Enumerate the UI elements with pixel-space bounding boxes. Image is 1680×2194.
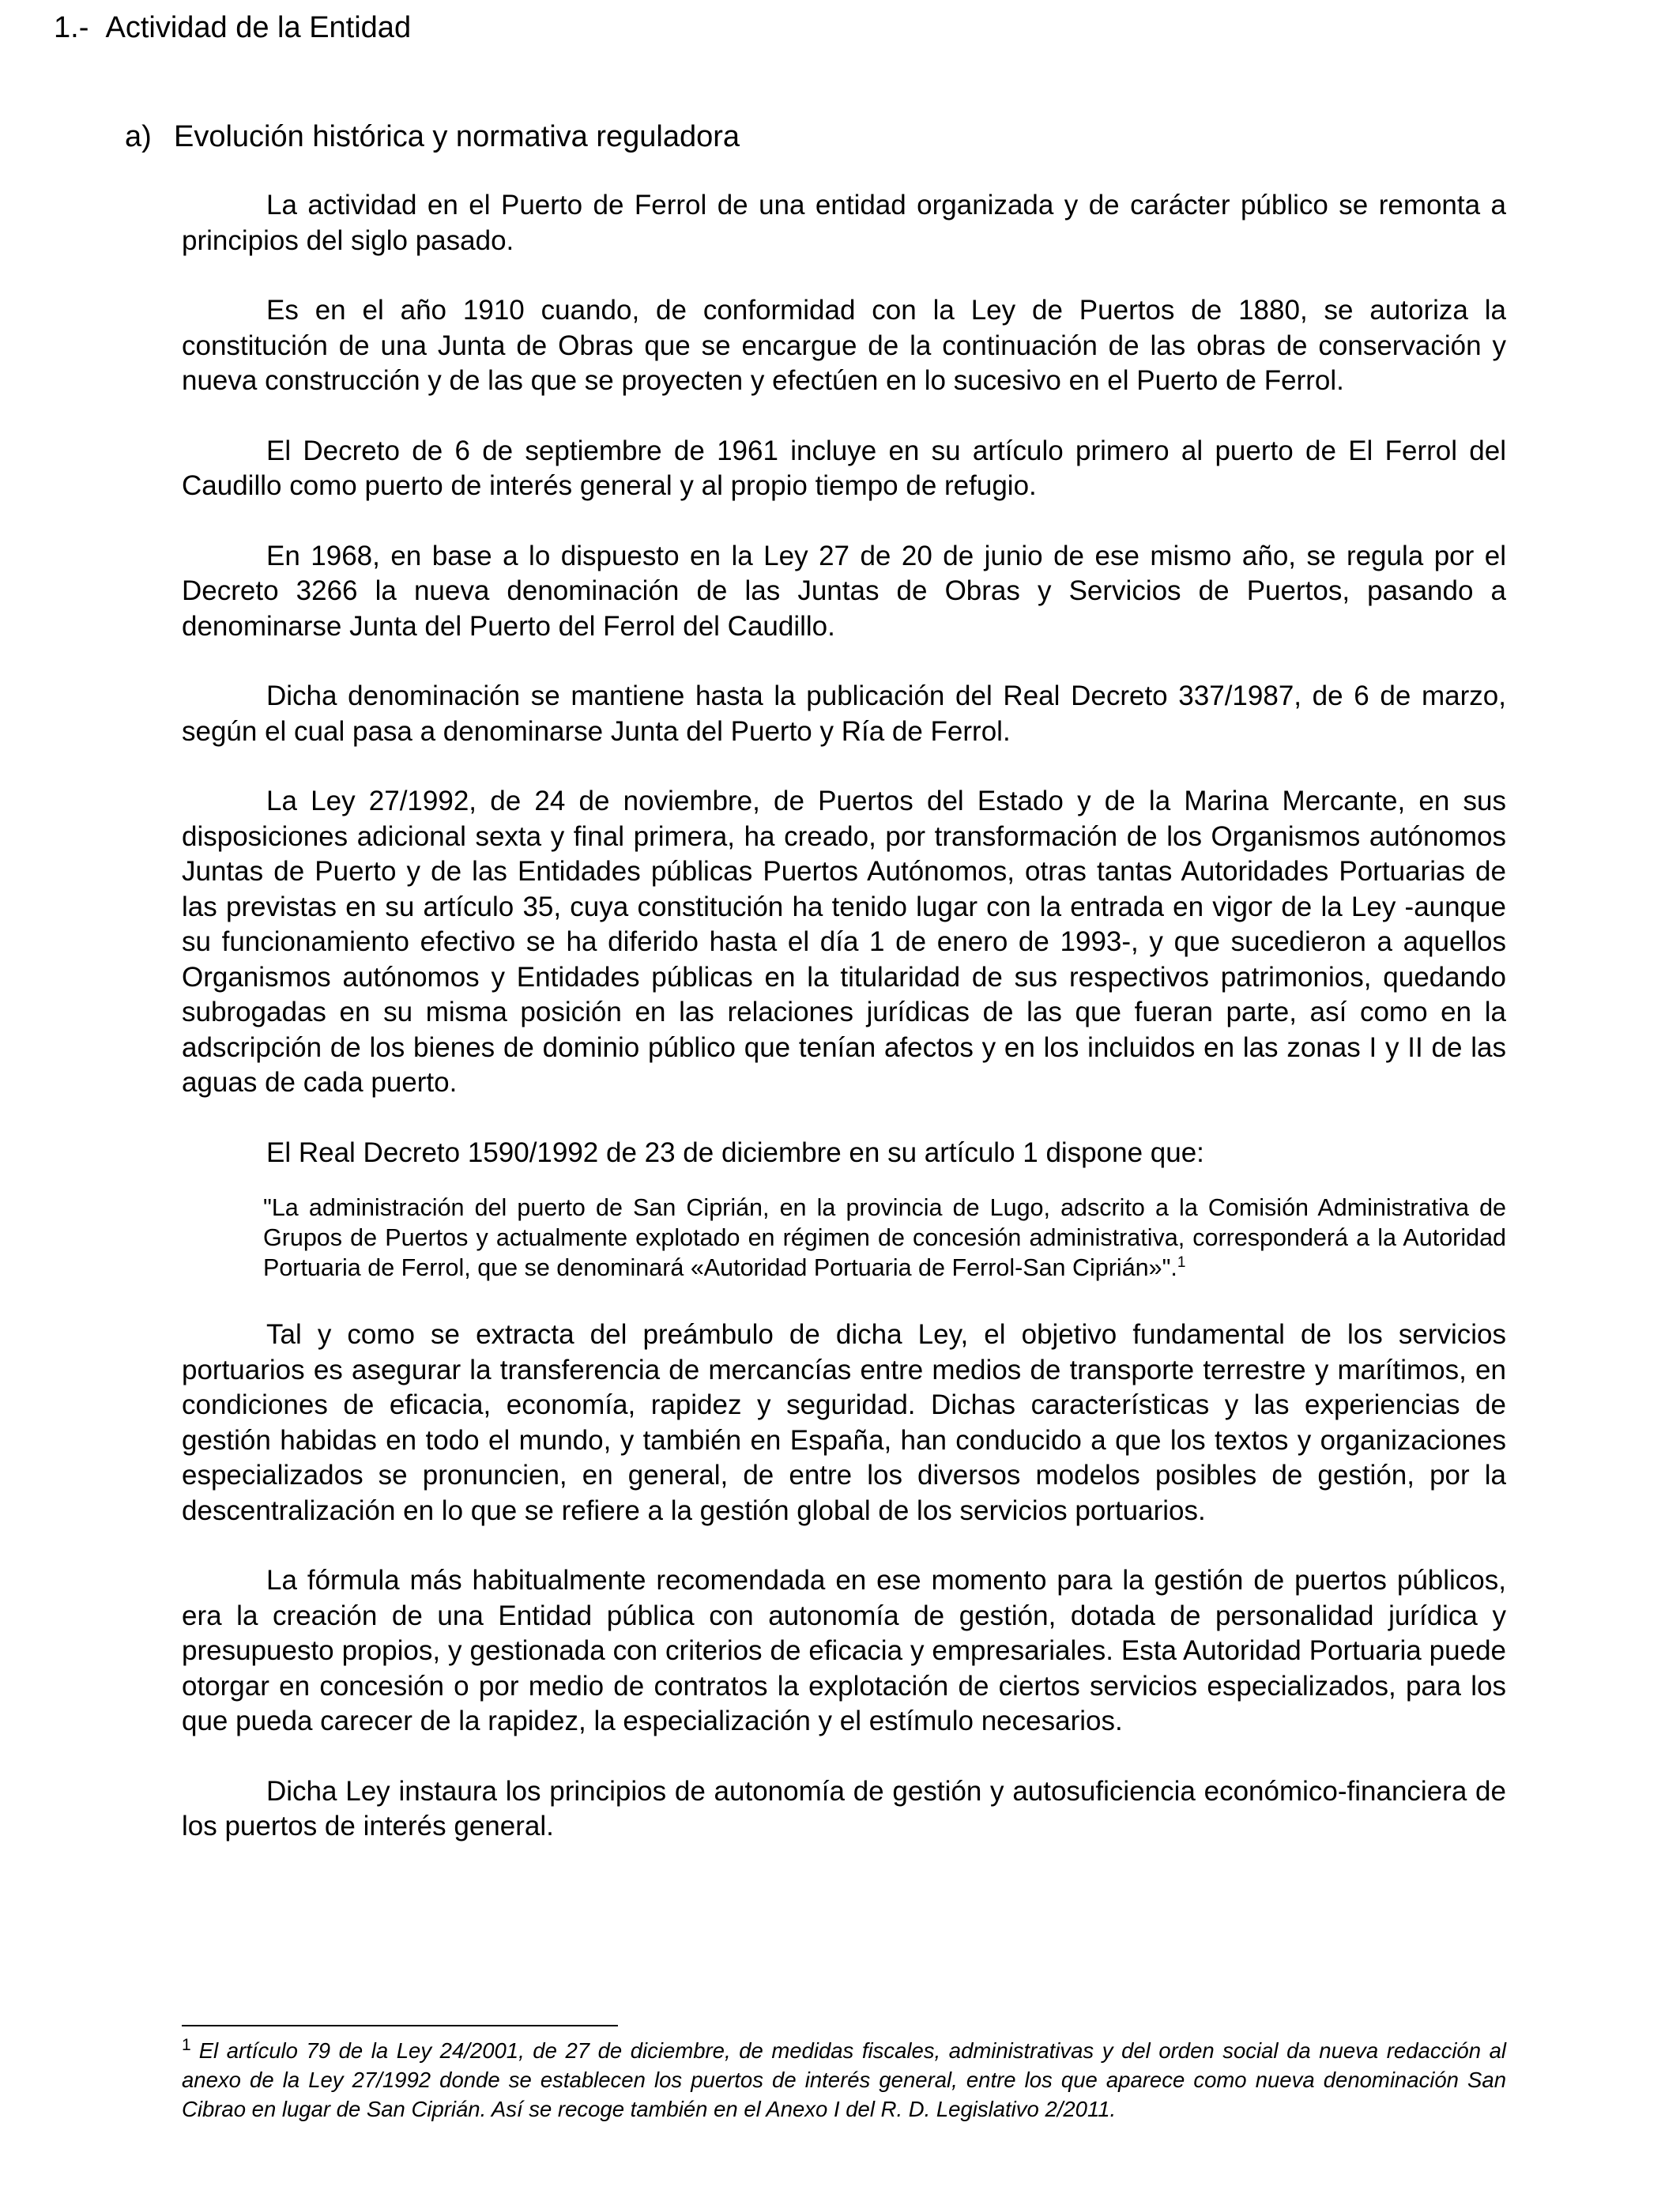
footnote-separator (182, 2025, 618, 2026)
paragraph: El Real Decreto 1590/1992 de 23 de diciembre en su artículo 1 dispone que: (266, 1137, 1204, 1168)
paragraph: Dicha Ley instaura los principios de autonomía de gestión y autosuficiencia económico-financiera de los puertos de interés general. (182, 1775, 1506, 1842)
paragraph: Dicha denominación se mantiene hasta la publicación del Real Decreto 337/1987, de 6 de marzo, según el cual pasa a denominarse Junta del Puerto y Ría de Ferrol. (182, 680, 1506, 747)
section-number: 1.- (54, 11, 89, 44)
paragraph: La fórmula más habitualmente recomendada en ese momento para la gestión de puertos públicos, era la creación de una Entidad pública con autonomía de gestión, dotada de personalidad jurídica y presupuesto propios, y gestionada con criterios de eficacia y empresariales. Esta Autoridad Portuaria puede otorgar en concesión o por medio de contratos la explotación de ciertos servicios especializados, para los que pueda carecer de la rapidez, la especialización y el estímulo necesarios. (182, 1565, 1506, 1736)
section-title: Actividad de la Entidad (105, 11, 412, 44)
paragraph: El Decreto de 6 de septiembre de 1961 incluye en su artículo primero al puerto de El Ferrol del Caudillo como puerto de interés general y al propio tiempo de refugio. (182, 435, 1506, 501)
footnote-reference[interactable]: 1 (1177, 1253, 1186, 1271)
paragraph: En 1968, en base a lo dispuesto en la Ley 27 de 20 de junio de ese mismo año, se regula por el Decreto 3266 la nueva denominación de las Juntas de Obras y Servicios de Puertos, pasando a denominarse Junta del Puerto del Ferrol del Caudillo. (182, 540, 1506, 642)
legal-quote (263, 1193, 1506, 1283)
paragraph: Es en el año 1910 cuando, de conformidad con la Ley de Puertos de 1880, se autoriza la constitución de una Junta de Obras que se encargue de la continuación de las obras de conservación y nueva construcción y de las que se proyecten y efectúen en lo sucesivo en el Puerto de Ferrol. (182, 295, 1506, 396)
subsection-heading (125, 117, 740, 156)
paragraph: Tal y como se extracta del preámbulo de dicha Ley, el objetivo fundamental de los servicios portuarios es asegurar la transferencia de mercancías entre medios de transporte terrestre y marítimos, en condiciones de eficacia, economía, rapidez y seguridad. Dichas características y las experiencias de gestión habidas en todo el mundo, y también en España, han conducido a que los textos y organizaciones especializados se pronuncien, en general, de entre los diversos modelos posibles de gestión, por la descentralización en lo que se refiere a la gestión global de los servicios portuarios. (182, 1319, 1506, 1526)
footnote-text: El artículo 79 de la Ley 24/2001, de 27 de diciembre, de medidas fiscales, administrativas y del orden social da nueva redacción al anexo de la Ley 27/1992 donde se establecen los puertos de interés general, entre los que aparece como nueva denominación San Cibrao en lugar de San Ciprián. Así se recoge también en el Anexo I del R. D. Legislativo 2/2011. (182, 2038, 1506, 2121)
quote-text: "La administración del puerto de San Ciprián, en la provincia de Lugo, adscrito a la Comisión Administrativa de Grupos de Puertos y actualmente explotado en régimen de concesión administrativa, corresponderá a la Autoridad Portuaria de Ferrol, que se denominará «Autoridad Portuaria de Ferrol-San Ciprián»". (263, 1194, 1506, 1281)
paragraph: La actividad en el Puerto de Ferrol de una entidad organizada y de carácter público se remonta a principios del siglo pasado. (182, 190, 1506, 256)
footnote (182, 2036, 1506, 2124)
footnote-number: 1 (182, 2035, 191, 2054)
section-heading (54, 8, 411, 47)
document-body (182, 188, 1506, 1879)
subsection-marker: a) (125, 120, 152, 153)
paragraph: La Ley 27/1992, de 24 de noviembre, de Puertos del Estado y de la Marina Mercante, en sus disposiciones adicional sexta y final primera, ha creado, por transformación de los Organismos autónomos Juntas de Puerto y de las Entidades públicas Puertos Autónomos, otras tantas Autoridades Portuarias de las previstas en su artículo 35, cuya constitución ha tenido lugar con la entrada en vigor de la Ley -aunque su funcionamiento efectivo se ha diferido hasta el día 1 de enero de 1993-, y que sucedieron a aquellos Organismos autónomos y Entidades públicas en la titularidad de sus respectivos patrimonios, quedando subrogadas en su misma posición en las relaciones jurídicas de las que fueran parte, así como en la adscripción de los bienes de dominio público que tenían afectos y en los incluidos en las zonas I y II de las aguas de cada puerto. (182, 786, 1506, 1098)
subsection-title: Evolución histórica y normativa reguladora (174, 120, 740, 153)
